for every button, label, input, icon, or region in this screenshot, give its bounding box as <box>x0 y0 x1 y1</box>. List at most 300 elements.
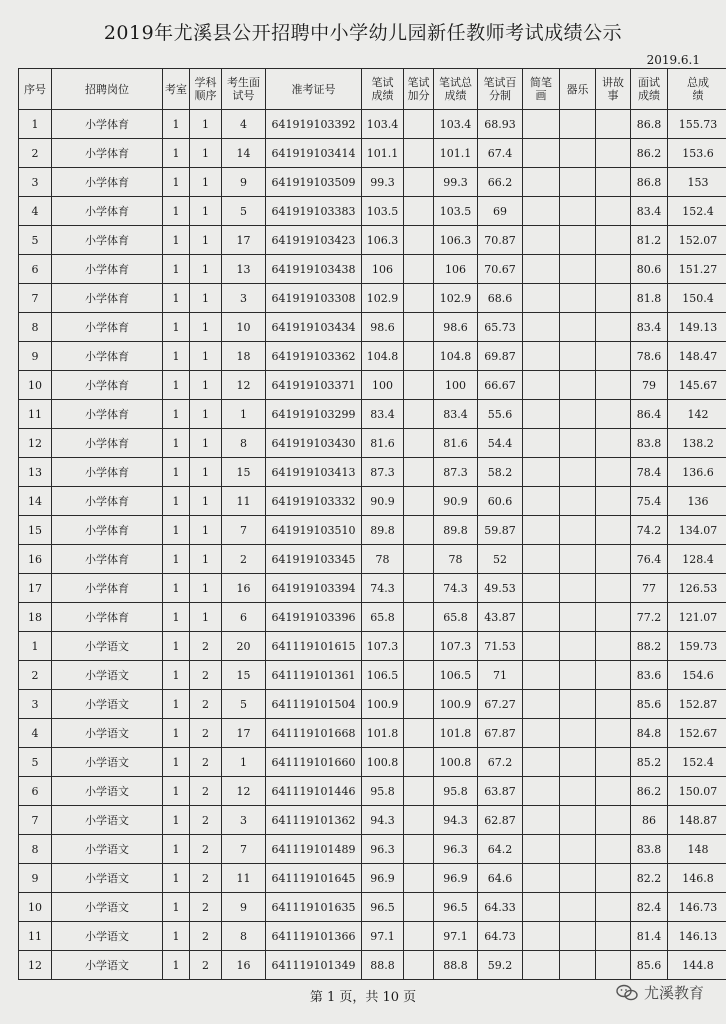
table-cell: 144.8 <box>668 951 726 980</box>
table-cell <box>404 748 434 777</box>
table-cell: 63.87 <box>478 777 523 806</box>
table-cell: 9 <box>19 342 52 371</box>
table-row <box>19 574 726 603</box>
table-row <box>19 168 726 197</box>
table-cell: 102.9 <box>434 284 478 313</box>
table-cell: 641919103438 <box>266 255 362 284</box>
table-cell <box>560 226 596 255</box>
table-cell: 641119101362 <box>266 806 362 835</box>
table-row <box>19 313 726 342</box>
table-cell: 81.6 <box>434 429 478 458</box>
table-cell: 65.8 <box>434 603 478 632</box>
table-cell: 68.6 <box>478 284 523 313</box>
table-cell <box>404 545 434 574</box>
table-cell <box>523 719 560 748</box>
table-cell: 136.6 <box>668 458 726 487</box>
table-cell <box>596 661 631 690</box>
table-cell: 104.8 <box>434 342 478 371</box>
table-cell: 5 <box>19 748 52 777</box>
table-cell: 68.93 <box>478 110 523 139</box>
table-cell: 1 <box>163 487 190 516</box>
table-cell: 86.8 <box>631 110 668 139</box>
table-cell <box>596 922 631 951</box>
table-cell: 152.67 <box>668 719 726 748</box>
table-cell: 81.4 <box>631 922 668 951</box>
chat-bubble-icon <box>616 984 638 1002</box>
table-cell: 81.8 <box>631 284 668 313</box>
table-cell <box>523 777 560 806</box>
table-cell: 641919103396 <box>266 603 362 632</box>
table-cell <box>596 777 631 806</box>
table-cell <box>404 632 434 661</box>
table-cell <box>523 255 560 284</box>
table-cell: 1 <box>163 864 190 893</box>
table-cell: 67.27 <box>478 690 523 719</box>
table-cell <box>596 226 631 255</box>
table-cell <box>560 342 596 371</box>
table-cell: 1 <box>163 197 190 226</box>
table-cell: 155.73 <box>668 110 726 139</box>
table-cell: 641919103430 <box>266 429 362 458</box>
column-header: 序号 <box>19 69 52 110</box>
table-cell <box>560 313 596 342</box>
table-cell: 12 <box>222 777 266 806</box>
table-cell: 10 <box>222 313 266 342</box>
table-cell: 641919103423 <box>266 226 362 255</box>
table-row <box>19 139 726 168</box>
table-cell <box>523 516 560 545</box>
table-cell: 10 <box>19 893 52 922</box>
table-cell: 641119101668 <box>266 719 362 748</box>
table-cell: 83.4 <box>631 313 668 342</box>
table-cell <box>523 400 560 429</box>
table-cell: 59.2 <box>478 951 523 980</box>
table-cell <box>560 545 596 574</box>
table-cell: 8 <box>19 313 52 342</box>
table-cell: 16 <box>222 951 266 980</box>
table-cell: 12 <box>222 371 266 400</box>
table-cell <box>523 690 560 719</box>
table-cell <box>560 458 596 487</box>
table-cell: 107.3 <box>362 632 404 661</box>
table-cell <box>404 429 434 458</box>
table-cell: 6 <box>19 777 52 806</box>
table-cell: 641919103345 <box>266 545 362 574</box>
table-cell: 65.8 <box>362 603 404 632</box>
table-cell: 13 <box>222 255 266 284</box>
table-cell: 95.8 <box>434 777 478 806</box>
table-row <box>19 255 726 284</box>
table-cell: 1 <box>190 110 222 139</box>
table-cell: 1 <box>163 458 190 487</box>
table-cell: 71.53 <box>478 632 523 661</box>
table-cell: 小学语文 <box>52 632 163 661</box>
table-cell: 18 <box>19 603 52 632</box>
table-cell <box>404 922 434 951</box>
table-cell: 1 <box>163 922 190 951</box>
table-cell: 90.9 <box>434 487 478 516</box>
table-cell: 152.4 <box>668 748 726 777</box>
table-cell: 9 <box>222 893 266 922</box>
table-cell: 58.2 <box>478 458 523 487</box>
column-header: 准考证号 <box>266 69 362 110</box>
table-cell: 7 <box>222 835 266 864</box>
table-cell: 1 <box>163 603 190 632</box>
table-cell: 1 <box>163 661 190 690</box>
table-row <box>19 400 726 429</box>
table-cell <box>596 429 631 458</box>
column-header: 器乐 <box>560 69 596 110</box>
table-cell <box>596 690 631 719</box>
table-cell: 151.27 <box>668 255 726 284</box>
table-cell: 小学体育 <box>52 545 163 574</box>
column-header: 笔试 加分 <box>404 69 434 110</box>
table-cell: 148 <box>668 835 726 864</box>
table-cell: 87.3 <box>362 458 404 487</box>
table-cell: 9 <box>19 864 52 893</box>
table-cell: 17 <box>19 574 52 603</box>
score-table <box>18 68 726 980</box>
column-header: 学科 顺序 <box>190 69 222 110</box>
table-cell: 1 <box>190 284 222 313</box>
table-cell: 83.4 <box>434 400 478 429</box>
table-cell: 142 <box>668 400 726 429</box>
table-cell: 1 <box>190 458 222 487</box>
table-cell: 小学语文 <box>52 661 163 690</box>
table-cell: 103.5 <box>434 197 478 226</box>
table-cell: 1 <box>190 545 222 574</box>
table-cell: 1 <box>163 690 190 719</box>
table-cell: 5 <box>222 690 266 719</box>
table-cell: 1 <box>190 255 222 284</box>
table-cell: 1 <box>19 110 52 139</box>
table-cell: 2 <box>222 545 266 574</box>
table-cell: 小学语文 <box>52 777 163 806</box>
table-cell <box>560 284 596 313</box>
table-row <box>19 951 726 980</box>
table-cell: 小学语文 <box>52 951 163 980</box>
table-cell: 17 <box>222 719 266 748</box>
table-cell: 149.13 <box>668 313 726 342</box>
table-cell: 76.4 <box>631 545 668 574</box>
table-cell: 67.2 <box>478 748 523 777</box>
table-cell: 641919103414 <box>266 139 362 168</box>
table-cell: 小学体育 <box>52 371 163 400</box>
table-row <box>19 197 726 226</box>
table-cell: 1 <box>163 284 190 313</box>
table-cell <box>404 197 434 226</box>
table-cell <box>404 690 434 719</box>
table-cell: 12 <box>19 951 52 980</box>
table-cell: 2 <box>19 139 52 168</box>
table-cell: 小学体育 <box>52 516 163 545</box>
table-cell: 74.3 <box>362 574 404 603</box>
table-cell: 69.87 <box>478 342 523 371</box>
table-cell: 15 <box>222 661 266 690</box>
table-body <box>19 110 726 980</box>
table-cell <box>523 139 560 168</box>
table-cell: 67.87 <box>478 719 523 748</box>
table-cell: 1 <box>163 342 190 371</box>
table-cell: 641119101446 <box>266 777 362 806</box>
table-cell: 95.8 <box>362 777 404 806</box>
table-cell: 126.53 <box>668 574 726 603</box>
table-cell: 1 <box>163 226 190 255</box>
table-cell: 145.67 <box>668 371 726 400</box>
table-row <box>19 516 726 545</box>
table-cell: 96.5 <box>362 893 404 922</box>
table-cell: 88.8 <box>434 951 478 980</box>
table-cell: 小学体育 <box>52 603 163 632</box>
table-cell <box>560 197 596 226</box>
table-cell: 641919103371 <box>266 371 362 400</box>
table-cell <box>596 632 631 661</box>
table-cell: 1 <box>163 400 190 429</box>
table-cell: 159.73 <box>668 632 726 661</box>
table-cell <box>404 255 434 284</box>
table-cell: 97.1 <box>362 922 404 951</box>
column-header: 笔试百 分制 <box>478 69 523 110</box>
table-cell: 641119101361 <box>266 661 362 690</box>
table-cell <box>404 226 434 255</box>
table-cell: 17 <box>222 226 266 255</box>
table-cell <box>404 864 434 893</box>
table-row <box>19 429 726 458</box>
column-header: 笔试总 成绩 <box>434 69 478 110</box>
table-cell: 79 <box>631 371 668 400</box>
table-cell <box>404 168 434 197</box>
table-cell: 641119101635 <box>266 893 362 922</box>
table-cell: 67.4 <box>478 139 523 168</box>
table-cell <box>596 342 631 371</box>
table-cell: 小学语文 <box>52 864 163 893</box>
table-cell: 小学体育 <box>52 255 163 284</box>
table-cell: 85.6 <box>631 951 668 980</box>
table-row <box>19 487 726 516</box>
table-cell: 104.8 <box>362 342 404 371</box>
table-cell: 128.4 <box>668 545 726 574</box>
table-cell <box>596 748 631 777</box>
table-cell: 1 <box>163 545 190 574</box>
table-cell: 小学体育 <box>52 458 163 487</box>
table-row <box>19 371 726 400</box>
table-cell <box>596 313 631 342</box>
table-cell: 89.8 <box>434 516 478 545</box>
table-cell <box>560 806 596 835</box>
table-cell <box>404 806 434 835</box>
table-cell: 2 <box>190 835 222 864</box>
table-cell: 1 <box>163 429 190 458</box>
table-cell: 1 <box>163 719 190 748</box>
table-cell: 2 <box>190 690 222 719</box>
table-cell <box>596 835 631 864</box>
table-cell: 86.4 <box>631 400 668 429</box>
table-cell: 7 <box>19 284 52 313</box>
table-cell: 8 <box>222 429 266 458</box>
table-cell: 146.73 <box>668 893 726 922</box>
table-cell: 8 <box>19 835 52 864</box>
table-cell: 148.47 <box>668 342 726 371</box>
table-cell: 90.9 <box>362 487 404 516</box>
table-cell: 641919103509 <box>266 168 362 197</box>
table-cell: 4 <box>19 197 52 226</box>
table-cell: 103.4 <box>362 110 404 139</box>
table-cell: 69 <box>478 197 523 226</box>
table-cell: 1 <box>163 835 190 864</box>
table-row <box>19 458 726 487</box>
table-cell: 86.2 <box>631 139 668 168</box>
table-cell <box>523 545 560 574</box>
table-cell <box>560 516 596 545</box>
table-cell: 101.8 <box>362 719 404 748</box>
table-cell: 641919103383 <box>266 197 362 226</box>
table-cell <box>523 835 560 864</box>
table-cell: 1 <box>163 168 190 197</box>
table-cell: 641119101504 <box>266 690 362 719</box>
table-row <box>19 284 726 313</box>
table-cell: 94.3 <box>434 806 478 835</box>
table-cell: 1 <box>190 574 222 603</box>
table-cell: 94.3 <box>362 806 404 835</box>
table-cell: 83.4 <box>362 400 404 429</box>
table-cell: 86.8 <box>631 168 668 197</box>
table-cell: 146.13 <box>668 922 726 951</box>
table-cell: 641119101349 <box>266 951 362 980</box>
table-cell: 96.3 <box>362 835 404 864</box>
table-cell <box>560 110 596 139</box>
table-cell <box>560 864 596 893</box>
table-cell: 1 <box>163 574 190 603</box>
table-cell: 641919103332 <box>266 487 362 516</box>
table-cell <box>560 603 596 632</box>
table-cell <box>560 632 596 661</box>
table-cell <box>596 574 631 603</box>
table-row <box>19 806 726 835</box>
table-cell <box>596 719 631 748</box>
table-cell: 2 <box>190 661 222 690</box>
table-cell: 150.4 <box>668 284 726 313</box>
column-header: 简笔 画 <box>523 69 560 110</box>
table-cell: 18 <box>222 342 266 371</box>
table-cell: 20 <box>222 632 266 661</box>
table-row <box>19 864 726 893</box>
table-cell: 2 <box>190 719 222 748</box>
table-cell: 小学体育 <box>52 342 163 371</box>
table-cell: 1 <box>163 139 190 168</box>
table-cell: 2 <box>190 632 222 661</box>
table-cell <box>404 516 434 545</box>
table-cell: 85.2 <box>631 748 668 777</box>
table-cell <box>560 400 596 429</box>
table-cell: 1 <box>163 516 190 545</box>
table-cell: 100.9 <box>362 690 404 719</box>
table-cell: 89.8 <box>362 516 404 545</box>
table-cell: 1 <box>190 139 222 168</box>
table-cell: 8 <box>222 922 266 951</box>
table-cell: 2 <box>190 922 222 951</box>
table-cell: 11 <box>222 864 266 893</box>
table-cell <box>523 864 560 893</box>
table-cell: 71 <box>478 661 523 690</box>
table-cell <box>523 110 560 139</box>
table-cell <box>560 690 596 719</box>
table-cell <box>596 284 631 313</box>
table-cell: 100.8 <box>434 748 478 777</box>
table-cell: 82.2 <box>631 864 668 893</box>
table-cell: 2 <box>190 748 222 777</box>
table-cell <box>404 313 434 342</box>
table-row <box>19 835 726 864</box>
table-cell: 96.9 <box>362 864 404 893</box>
table-cell: 100 <box>434 371 478 400</box>
table-row <box>19 719 726 748</box>
table-cell <box>404 719 434 748</box>
table-cell: 小学体育 <box>52 284 163 313</box>
table-cell: 小学语文 <box>52 806 163 835</box>
table-cell: 小学体育 <box>52 313 163 342</box>
table-cell: 小学语文 <box>52 893 163 922</box>
table-cell: 1 <box>190 342 222 371</box>
table-cell <box>596 371 631 400</box>
table-cell: 136 <box>668 487 726 516</box>
table-cell: 2 <box>190 893 222 922</box>
table-cell <box>404 835 434 864</box>
table-cell <box>560 951 596 980</box>
table-cell <box>523 313 560 342</box>
table-cell: 1 <box>190 603 222 632</box>
table-cell: 1 <box>190 168 222 197</box>
table-cell <box>404 603 434 632</box>
table-cell: 13 <box>19 458 52 487</box>
table-cell: 12 <box>19 429 52 458</box>
table-cell <box>560 835 596 864</box>
table-cell: 75.4 <box>631 487 668 516</box>
table-cell: 3 <box>19 690 52 719</box>
table-cell: 97.1 <box>434 922 478 951</box>
table-cell <box>523 603 560 632</box>
table-cell: 小学体育 <box>52 574 163 603</box>
table-cell <box>596 197 631 226</box>
table-cell: 1 <box>190 313 222 342</box>
table-cell: 65.73 <box>478 313 523 342</box>
table-cell <box>596 400 631 429</box>
table-cell <box>596 951 631 980</box>
table-cell: 1 <box>163 748 190 777</box>
table-cell: 1 <box>163 255 190 284</box>
table-cell: 1 <box>163 777 190 806</box>
column-header: 招聘岗位 <box>52 69 163 110</box>
table-cell <box>523 168 560 197</box>
table-cell <box>596 864 631 893</box>
table-cell <box>523 429 560 458</box>
table-cell <box>560 777 596 806</box>
table-cell: 3 <box>222 806 266 835</box>
table-cell <box>596 110 631 139</box>
table-cell: 11 <box>222 487 266 516</box>
table-cell: 88.8 <box>362 951 404 980</box>
table-cell: 2 <box>190 777 222 806</box>
table-cell: 小学体育 <box>52 429 163 458</box>
table-cell: 11 <box>19 400 52 429</box>
table-cell: 小学语文 <box>52 690 163 719</box>
table-cell: 102.9 <box>362 284 404 313</box>
table-cell <box>560 748 596 777</box>
table-cell: 4 <box>222 110 266 139</box>
table-cell: 106.3 <box>362 226 404 255</box>
table-cell: 146.8 <box>668 864 726 893</box>
table-cell: 77 <box>631 574 668 603</box>
table-cell: 6 <box>222 603 266 632</box>
